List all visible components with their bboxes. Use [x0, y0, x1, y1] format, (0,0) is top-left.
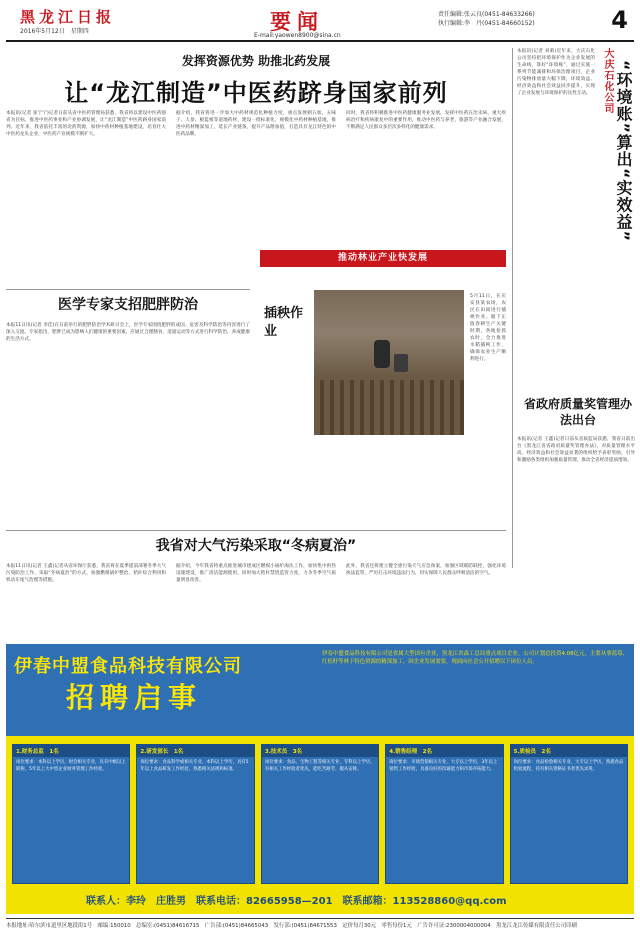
job-description: 岗位要求：市场营销相关专业，大专以上学历，3年以上销售工作经验，具备良好的沟通能力和市场开拓能力。 — [389, 760, 498, 772]
pollution-col-3: 此外，我省还将建立健全重污染天气应急预案，加强区域联防联控，强化环境执法监管，严厉打击环境违法行为，切实保障人民群众呼吸清洁的空气。 — [346, 564, 506, 576]
job-title: 4.销售经理 2名 — [386, 745, 502, 757]
page-number: 4 — [611, 6, 628, 34]
recruit-big-title: 招聘启事 — [66, 681, 203, 714]
recruit-intro: 伊春中盟食品科技有限公司是省属大型国有企业，黑龙江省森工总局重点项目企业，公司计划总投资4.08亿元，主要从事蓝莓、红松籽等林下特色资源的精深加工。因企业发展需要，现面向社会公开招聘以下岗位人员。 — [322, 651, 628, 665]
page-footer: 本报地址:哈尔滨市道里区地段街1号 邮编:150010 总编室:(0451)84616715 广告部:(0451)84665043 发行部:(0451)84671553 定价每月30元 零售每份1元 广告许可证:2300004000004 黑龙江龙江传媒有限责任公司印刷 — [6, 918, 634, 929]
photo-title: 插秧作业 — [264, 306, 304, 339]
rice-planting-photo — [314, 290, 464, 435]
seedling-tray-image — [394, 354, 408, 372]
main-article-col-1: 本报讯(记者 张宁宁)记者日前从省中医药管理局获悉，我省将以建设中医药强省为目标，推进中医药事业和产业协调发展，让“龙江制造”中医药跻身国家前列。近年来，我省依托丰富的北药资源，加快中药材种植基地建设，培育壮大中医药龙头企业，中医药产业规模不断扩大。 — [6, 111, 166, 137]
main-article-col-2: 据介绍，我省将进一步加大中药材规范化种植力度，重点发展刺五加、五味子、人参、板蓝根等道地药材，建设一批标准化、规模化中药材种植基地，推进中药材精深加工，延长产业链条，提升产品附加值，打造具有龙江特色的中医药品牌。 — [176, 111, 336, 137]
forestry-banner: 推动林业产业快发展 — [260, 250, 506, 267]
issue-date: 2016年5月12日 星期四 — [20, 28, 89, 35]
section-title: 要闻 — [270, 9, 324, 34]
job-box — [510, 744, 628, 884]
editor-line-1: 责任编辑:张云良(0451-84633266) — [438, 11, 535, 18]
job-box — [385, 744, 503, 884]
job-title: 1.财务总监 1名 — [13, 745, 129, 757]
obesity-article — [6, 285, 250, 520]
main-headline: 让“龙江制造”中医药跻身国家前列 — [64, 79, 448, 107]
newspaper-logo: 黑龙江日报 — [20, 8, 116, 26]
right-article-body: 本报讯(记者 刘莉)近年来，大庆石化公司坚持把环境保护作为企业发展的生命线，算好“环境账”，通过实施一系列节能减排和环保治理项目，企业污染物排放量大幅下降，环境效益、经济效益和社会效益同步提升，实现了企业发展与环境保护的良性互动。 — [517, 49, 595, 96]
pollution-headline: 我省对大气污染采取“冬病夏治” — [6, 530, 506, 555]
quality-award-body: 本报讯(记者 王鑫)记者日前从省质监局获悉，我省日前出台《黑龙江省省政府质量奖管理办法》，对质量管理水平高、经济效益和社会效益显著的组织给予表彰奖励，引导和激励各类组织加强质量管理，推动全省经济提质增效。 — [517, 437, 635, 463]
photo-description: 5月11日，在庆安县某农场，农民在田间进行插秧作业。眼下正值春耕生产关键时期，各地抢抓农时，全力推进水稻插秧工作，确保农业生产顺利进行。 — [470, 294, 506, 362]
paddy-field-image — [314, 380, 464, 435]
job-description: 岗位要求：食品、生物工程等相关专业，专科以上学历，有相关工作经验者优先，能吃苦耐劳，服从安排。 — [264, 760, 375, 772]
main-kicker: 发挥资源优势 助推北药发展 — [181, 54, 331, 68]
right-column — [512, 48, 634, 568]
job-columns — [12, 744, 628, 884]
obesity-headline: 医学专家支招肥胖防治 — [6, 289, 250, 314]
photo-feature — [256, 285, 506, 525]
job-title: 3.技术员 3名 — [262, 745, 378, 757]
job-description: 岗位要求：食品科学或相关专业，本科以上学历，具有5年以上食品研发工作经验，熟悉相关法规和标准。 — [140, 760, 249, 772]
pollution-article — [6, 530, 506, 638]
job-box — [12, 744, 130, 884]
obesity-body: 本报11日讯(记者 李佳)在日前举行的肥胖防治学术研讨会上，医学专家围绕肥胖的成因、危害及科学防治等内容进行了深入交流。专家指出，肥胖已成为影响人们健康的重要因素，应通过合理膳食、适量运动等方式进行科学防治，养成健康的生活方式。 — [6, 323, 250, 342]
quality-award-headline: 省政府质量奖管理办法出台 — [523, 397, 632, 427]
job-title: 2.研发部长 1名 — [137, 745, 253, 757]
pollution-col-2: 据介绍，今年我省将重点推进城市建成区燃煤小锅炉淘汰工作，加快集中供热设施建设，推广清洁能源使用，同时加大秸秆禁烧监管力度，力争冬季空气质量明显改善。 — [176, 564, 336, 583]
right-article-kicker: 大庆石化公司 — [602, 48, 613, 114]
farmer-figure-image — [374, 340, 390, 368]
job-box — [261, 744, 379, 884]
recruitment-ad — [6, 644, 634, 914]
pollution-columns — [6, 563, 506, 639]
recruit-company-name: 伊春中盟食品科技有限公司 — [14, 656, 242, 677]
job-box — [136, 744, 254, 884]
job-title: 5.质检员 2名 — [511, 745, 627, 757]
right-article-title: “环境账”算出“实效益” — [614, 60, 633, 243]
section-email: E-mail:yaowen8900@sina.cn — [254, 32, 341, 39]
job-description: 岗位要求：本科以上学历，财会相关专业，具有中级以上职称，5年以上大中型企业财务管理工作经验。 — [16, 760, 126, 772]
pollution-col-1: 本报11日讯(记者 王鑫)记者从省环保厅获悉，我省将在夏季提前部署冬季大气污染防治工作，采取“冬病夏治”的方式，加强燃煤锅炉整治、秸秆综合利用和机动车尾气治理等措施。 — [6, 564, 166, 583]
editor-line-2: 执行编辑:李 丹(0451-84660152) — [438, 20, 535, 27]
job-description: 岗位要求：食品检验相关专业，大专以上学历，熟悉食品检验流程，持有相关资格证书者优先录用。 — [513, 760, 624, 772]
recruitment-header — [6, 644, 634, 736]
recruit-contact: 联系人：李玲 庄胜男 联系电话：82665958—201 联系邮箱：113528860@qq.com — [86, 896, 507, 907]
editor-info — [438, 10, 578, 28]
main-article-col-3: 同时，我省将积极推进中医药健康服务业发展，发挥中医药在治未病、重大疾病治疗和疾病康复中的重要作用，推动中医药与养老、旅游等产业融合发展，不断满足人民群众多层次多样化的健康需求。 — [346, 111, 506, 130]
masthead — [6, 4, 634, 42]
